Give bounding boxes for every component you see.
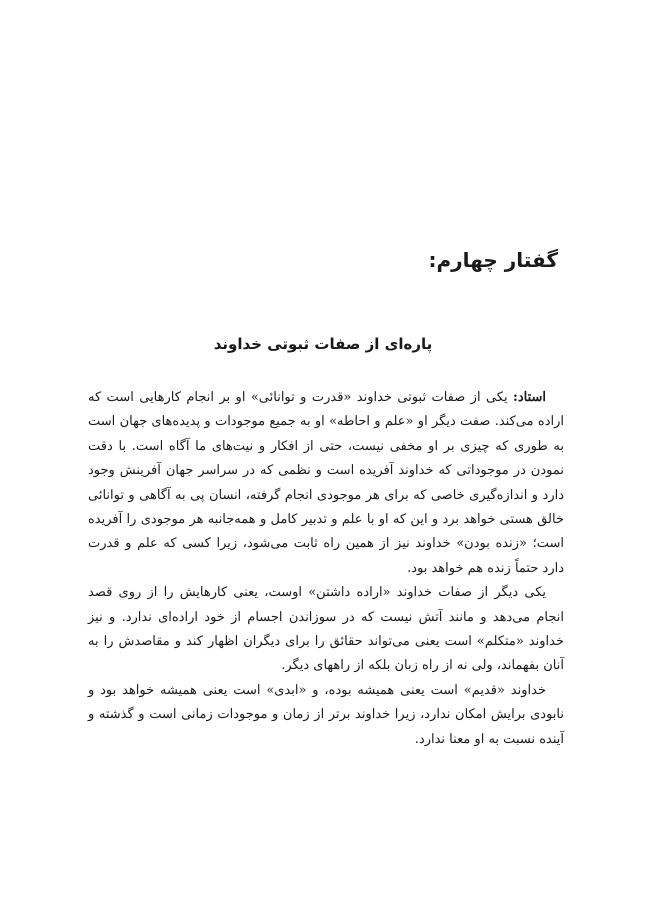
body-text <box>88 386 564 752</box>
section-title: پاره‌ای از صفات ثبوتی خداوند <box>213 335 433 353</box>
chapter-title: گفتار چهارم: <box>428 248 558 272</box>
speaker-label: استاد: <box>513 390 546 405</box>
paragraph-1-text: یکی از صفات ثبوتی خداوند «قدرت و توانائی» او بر انجام کارهایی است که اراده می‌کند. صفت دیگر او «علم و احاطه» او به جمیع موجودات و پدیده‌های جهان است به طوری که چیزی بر او مخفی نیست، حتی از افکار و نیت‌های ما آگاه است. با دقت نمودن در موجوداتی که خداوند آفریده است و نظمی که در سراسر جهان آفرینش وجود دارد و اندازه‌گیری خاصی که برای هر موجودی انجام گرفته، انسان پی به آگاهی و توانائی خالق هستی خواهد برد و این که او با علم و تدبیر کامل و همه‌جانبه هر موجودی را آفریده است؛ «زنده بودن» خداوند نیز از همین راه ثابت می‌شود، زیرا کسی که علم و قدرت دارد حتماً زنده هم خواهد بود. <box>88 390 564 576</box>
paragraph-3: خداوند «قدیم» است یعنی همیشه بوده، و «ابدی» است یعنی همیشه خواهد بود و نابودی برایش امکان ندارد، زیرا خداوند برتر از زمان و موجودات زمانی است و گذشته و آینده نسبت به او معنا ندارد. <box>88 682 564 747</box>
paragraph-2: یکی دیگر از صفات خداوند «اراده داشتن» اوست، یعنی کارهایش را از روی قصد انجام می‌دهد و مانند آتش نیست که در سوزاندن اجسام از خود اراده‌ای ندارد. و نیز خداوند «متکلم» است یعنی می‌تواند حقائق را برای دیگران اظهار کند و مقاصدش را به آنان بفهماند، ولی نه از راه زبان بلکه از راههای دیگر. <box>88 585 564 674</box>
paragraph-1 <box>88 386 564 581</box>
